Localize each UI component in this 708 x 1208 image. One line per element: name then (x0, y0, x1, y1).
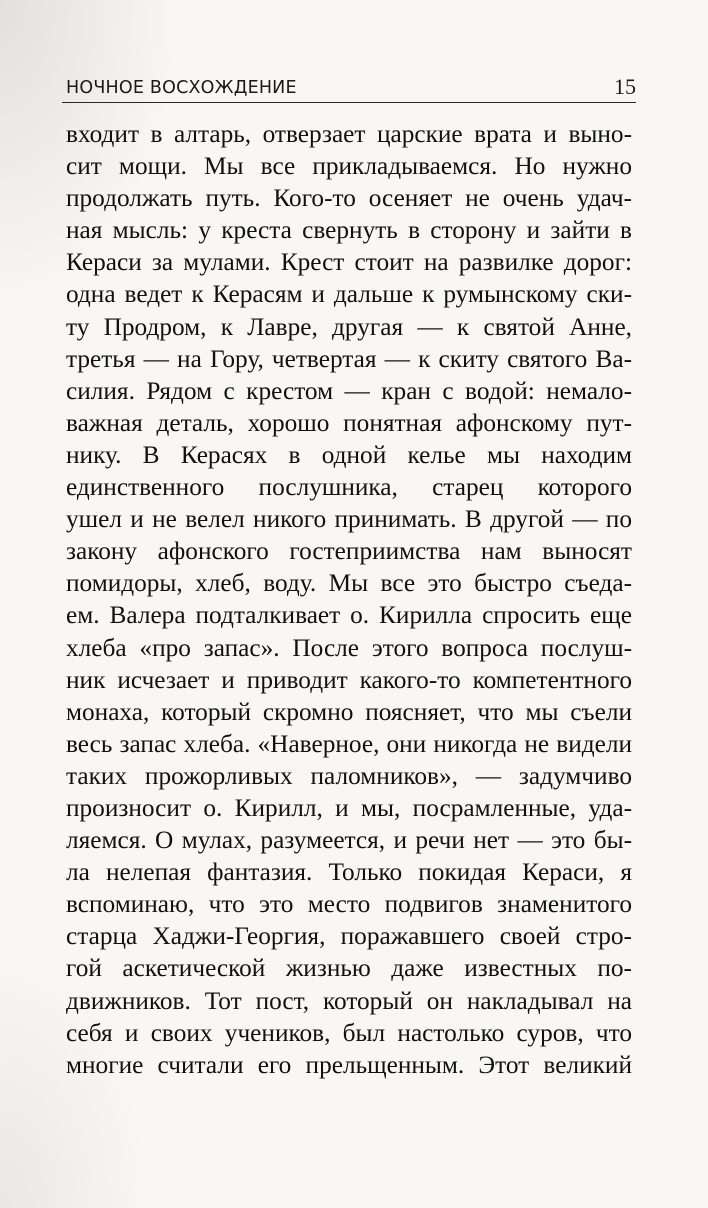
text-line: одна ведет к Керасям и дальше к румынскому ски- (66, 280, 632, 309)
running-head (66, 76, 636, 102)
text-line: хлеба «про запас». После этого вопроса послуш- (66, 633, 632, 662)
text-line: Кераси за мулами. Крест стоит на развилке дорог: (66, 248, 632, 277)
text-line: сит мощи. Мы все прикладываемся. Но нужно (66, 152, 632, 181)
text-line: ту Продром, к Лавре, другая — к святой Анне, (66, 312, 632, 341)
text-line: гой аскетической жизнью даже известных по- (66, 954, 632, 983)
text-line: ушел и не велел никого принимать. В другой — по (66, 505, 632, 534)
text-line: себя и своих учеников, был настолько суров, что (66, 1018, 632, 1047)
text-line: ник исчезает и приводит какого-то компетентного (66, 665, 632, 694)
text-line: вспоминаю, что это место подвигов знаменитого (66, 890, 632, 919)
text-line: весь запас хлеба. «Наверное, они никогда не видели (66, 729, 632, 758)
page-number: 15 (614, 74, 636, 99)
text-line: единственного послушника, старец которого (66, 473, 632, 502)
text-line: ляемся. О мулах, разумеется, и речи нет — это бы- (66, 826, 632, 855)
text-line: ная мысль: у креста свернуть в сторону и зайти в (66, 216, 632, 245)
text-line: продолжать путь. Кого-то осеняет не очень удач- (66, 184, 632, 213)
text-line: таких прожорливых паломников», — задумчиво (66, 761, 632, 790)
text-line: произносит о. Кирилл, и мы, посрамленные, уда- (66, 793, 632, 822)
text-line: важная деталь, хорошо понятная афонскому пут- (66, 408, 632, 437)
text-line: помидоры, хлеб, воду. Мы все это быстро съеда- (66, 569, 632, 598)
text-line: силия. Рядом с крестом — кран с водой: немало- (66, 376, 632, 405)
text-line: старца Хаджи-Георгия, поражавшего своей стро- (66, 922, 632, 951)
text-line: многие считали его прельщенным. Этот великий (66, 1050, 632, 1079)
text-line: входит в алтарь, отверзает царские врата и выно- (66, 120, 632, 148)
text-line: монаха, который скромно поясняет, что мы съели (66, 697, 632, 726)
body-text (66, 118, 632, 1081)
text-line: ла нелепая фантазия. Только покидая Кераси, я (66, 858, 632, 887)
header-rule (62, 102, 636, 103)
text-line: третья — на Гору, четвертая — к скиту святого Ва- (66, 344, 632, 373)
text-line: ем. Валера подталкивает о. Кирилла спросить еще (66, 601, 632, 630)
running-title: НОЧНОЕ ВОСХОЖДЕНИЕ (66, 78, 297, 98)
text-line: движников. Тот пост, который он накладывал на (66, 986, 632, 1015)
text-line: закону афонского гостеприимства нам выносят (66, 537, 632, 566)
text-line: нику. В Керасях в одной келье мы находим (66, 440, 632, 469)
